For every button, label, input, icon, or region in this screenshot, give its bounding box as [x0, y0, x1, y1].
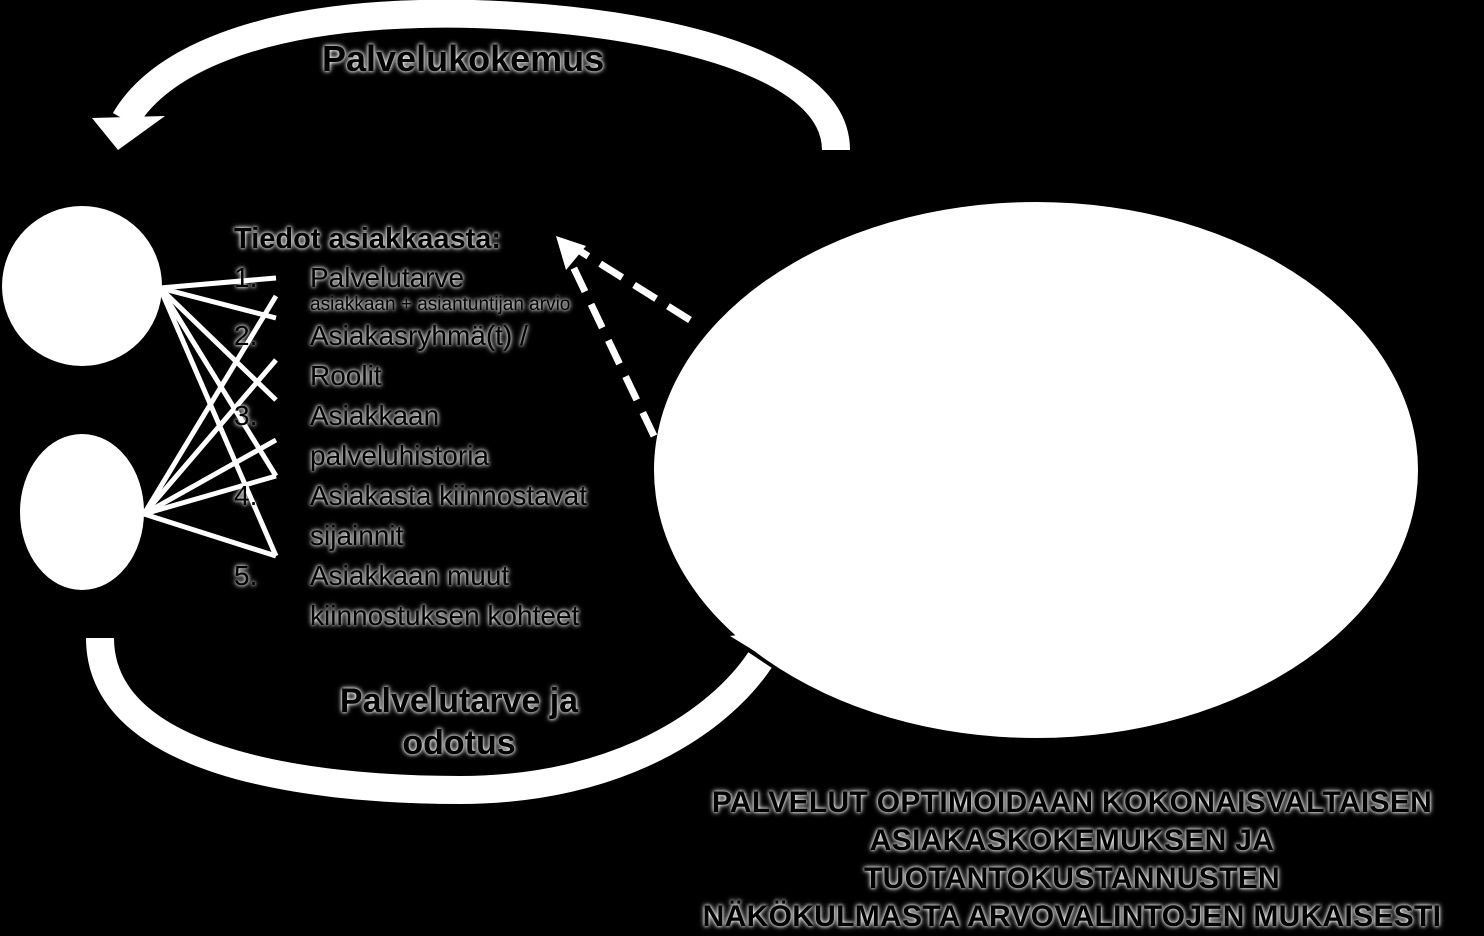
info-item-number: 1.	[234, 262, 258, 293]
footer-line: ASIAKASKOKEMUKSEN JA TUOTANTOKUSTANNUSTEN	[864, 824, 1280, 895]
footer-line: PALVELUT OPTIMOIDAAN KOKONAISVALTAISEN	[711, 786, 1433, 819]
info-item	[234, 556, 634, 636]
arc-bottom-label: Palvelutarve ja odotus	[339, 682, 579, 762]
info-item-text: Asiakkaan muut	[310, 560, 510, 591]
info-item-text-line2: Roolit	[310, 360, 382, 391]
customer-circle-bottom	[20, 434, 144, 590]
info-item-text: Asiakasta kiinnostavat	[310, 480, 588, 511]
info-item-number: 4.	[234, 480, 258, 511]
top-arc-arrowhead	[92, 116, 165, 150]
info-item	[234, 396, 634, 476]
info-item-text-line2: kiinnostuksen kohteet	[310, 600, 580, 631]
customer-info-panel	[234, 220, 634, 636]
top-arc-arrow	[125, 14, 836, 150]
info-item-number: 2.	[234, 320, 258, 351]
customer-circle-top	[2, 206, 162, 366]
info-item-number: 3.	[234, 400, 258, 431]
info-item-text: Asiakkaan	[310, 400, 440, 431]
info-item-number: 5.	[234, 560, 258, 591]
arc-top-label: Palvelukokemus	[322, 38, 605, 79]
footer-line: NÄKÖKULMASTA ARVOVALINTOJEN MUKAISESTI	[702, 900, 1442, 933]
service-ellipse	[654, 202, 1418, 738]
info-item-text-line2: sijainnit	[310, 520, 404, 551]
info-item	[234, 258, 634, 316]
info-item-subtext: asiakkaan + asiantuntijan arvio	[310, 294, 571, 315]
info-item-text: Palvelutarve	[310, 262, 465, 293]
info-heading: Tiedot asiakkaasta:	[234, 223, 502, 255]
info-item-text: Asiakasryhmä(t) /	[310, 320, 528, 351]
info-item	[234, 316, 634, 396]
info-item	[234, 476, 634, 556]
footer-statement	[672, 784, 1472, 936]
info-item-text-line2: palveluhistoria	[310, 440, 489, 471]
